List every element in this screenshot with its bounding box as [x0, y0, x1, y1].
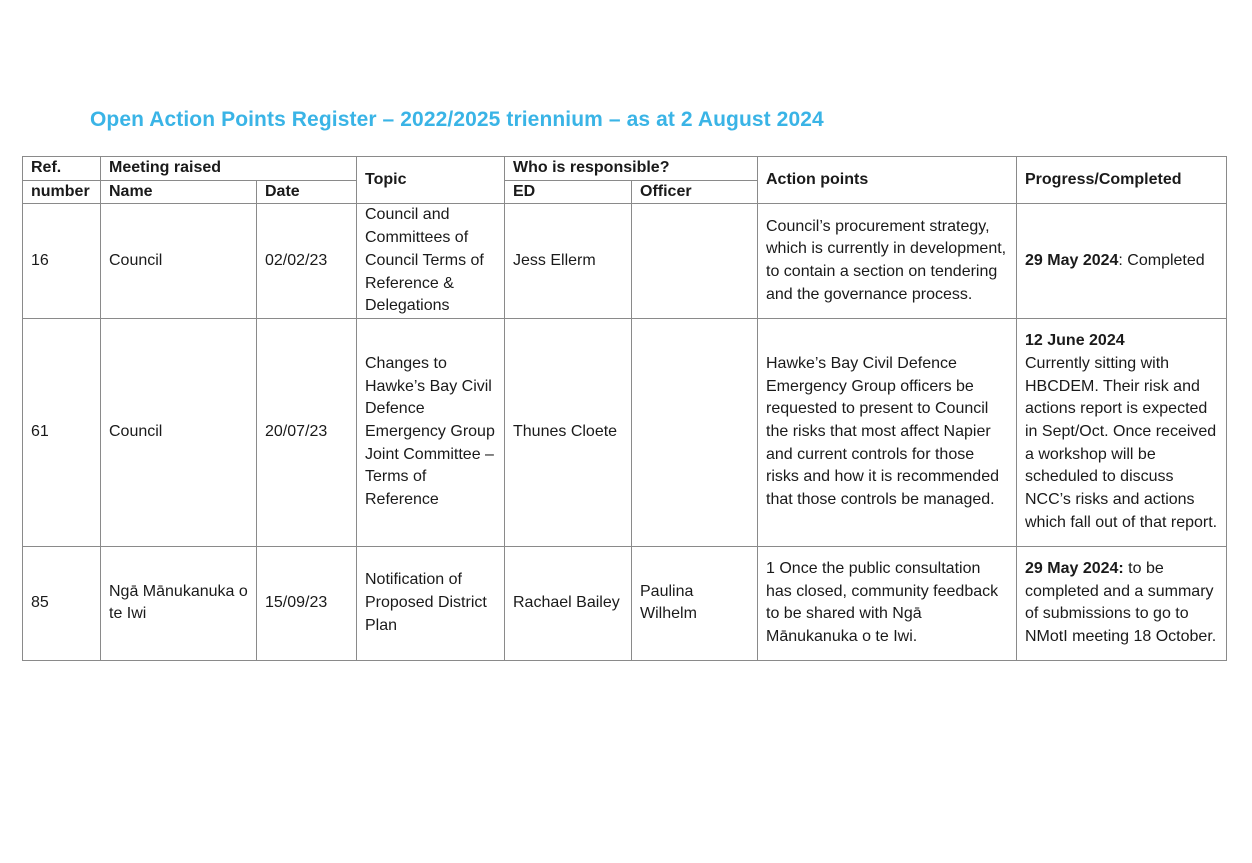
header-ed: ED	[505, 180, 632, 204]
table-row	[23, 204, 1227, 319]
table-row	[23, 318, 1227, 546]
progress-date: 12 June 2024	[1025, 332, 1125, 350]
cell-ref: 61	[23, 318, 101, 546]
cell-ed: Thunes Cloete	[505, 318, 632, 546]
header-topic: Topic	[357, 157, 505, 204]
cell-ref: 85	[23, 546, 101, 660]
cell-progress	[1017, 318, 1227, 546]
cell-progress	[1017, 204, 1227, 319]
header-name: Name	[101, 180, 257, 204]
page-title: Open Action Points Register – 2022/2025 triennium – as at 2 August 2024	[90, 108, 824, 131]
cell-officer: Paulina Wilhelm	[632, 546, 758, 660]
progress-date: 29 May 2024	[1025, 251, 1119, 269]
cell-name: Council	[101, 204, 257, 319]
table-row	[23, 546, 1227, 660]
header-date: Date	[257, 180, 357, 204]
cell-officer	[632, 318, 758, 546]
cell-officer	[632, 204, 758, 319]
cell-date: 15/09/23	[257, 546, 357, 660]
header-officer: Officer	[632, 180, 758, 204]
header-ref-number: number	[23, 180, 101, 204]
cell-action: Hawke’s Bay Civil Defence Emergency Group officers be requested to present to Council the risks that most affect Napier and current controls for those risks and how it is recommended that those controls be managed.	[758, 318, 1017, 546]
header-who-responsible: Who is responsible?	[505, 157, 758, 181]
cell-ref: 16	[23, 204, 101, 319]
cell-action: Council’s procurement strategy, which is currently in development, to contain a section on tendering and the governance process.	[758, 204, 1017, 319]
progress-text: Currently sitting with HBCDEM. Their risk and actions report is expected in Sept/Oct. Once received a workshop will be scheduled to discuss NCC’s risks and actions which fall out of that report.	[1025, 354, 1218, 531]
cell-topic: Council and Committees of Council Terms of Reference & Delegations	[357, 204, 505, 319]
cell-name: Ngā Mānukanuka o te Iwi	[101, 546, 257, 660]
cell-action: 1 Once the public consultation has closed, community feedback to be shared with Ngā Mānukanuka o te Iwi.	[758, 546, 1017, 660]
action-points-table	[22, 156, 1227, 661]
cell-name: Council	[101, 318, 257, 546]
cell-topic: Changes to Hawke’s Bay Civil Defence Emergency Group Joint Committee – Terms of Reference	[357, 318, 505, 546]
header-row-1	[23, 157, 1227, 181]
progress-date: 29 May 2024:	[1025, 560, 1124, 578]
header-action-points: Action points	[758, 157, 1017, 204]
header-progress: Progress/Completed	[1017, 157, 1227, 204]
cell-topic: Notification of Proposed District Plan	[357, 546, 505, 660]
cell-ed: Jess Ellerm	[505, 204, 632, 319]
header-meeting-raised: Meeting raised	[101, 157, 357, 181]
header-ref: Ref.	[23, 157, 101, 181]
cell-date: 02/02/23	[257, 204, 357, 319]
cell-date: 20/07/23	[257, 318, 357, 546]
progress-text: : Completed	[1118, 251, 1205, 269]
cell-ed: Rachael Bailey	[505, 546, 632, 660]
progress-text: to be completed and a summary of submissions to go to NMotI meeting 18 October.	[1025, 560, 1217, 646]
cell-progress	[1017, 546, 1227, 660]
